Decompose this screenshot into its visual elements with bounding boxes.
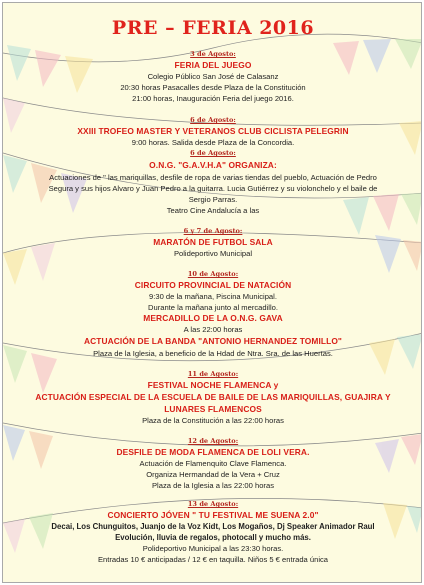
event-text: Actuaciones de " las mariquillas, desfile de ropa de varias tiendas del pueblo, Actuación de Pedro (49, 173, 377, 182)
event-date: 13 de Agosto: (187, 500, 239, 508)
event-date: 3 de Agosto: (190, 50, 236, 58)
event-date: 12 de Agosto: (187, 437, 239, 445)
event-text: Entradas 10 € anticipadas / 12 € en taquilla. Niños 5 € entrada única (97, 555, 329, 564)
event-text: Polideportivo Municipal (173, 249, 253, 258)
event-text: Evolución, lluvia de regalos, photocall y mucho más. (115, 533, 311, 542)
event-heading: FESTIVAL NOCHE FLAMENCA y (147, 380, 279, 390)
event-text: Sergio Parras. (188, 195, 238, 204)
event-date: 10 de Agosto: (187, 270, 239, 278)
poster-content (3, 3, 422, 583)
event-heading: LUNARES FLAMENCOS (164, 404, 262, 414)
event-text: Decai, Los Chunguitos, Juanjo de la Voz Kidt, Los Mogaños, Dj Speaker Animador Raul (51, 522, 375, 531)
event-text: 9:30 de la mañana, Piscina Municipal. (149, 292, 277, 301)
event-text: Durante la mañana junto al mercadillo. (147, 303, 278, 312)
event-text: Teatro Cine Andalucía a las (166, 206, 260, 215)
event-heading: FERIA DEL JUEGO (174, 60, 252, 70)
event-text: Segura y sus hijos Alvaro y Juan Pedro a la guitarra. Lucia Gutiérrez y su violonchelo y el baile de (48, 184, 378, 193)
event-text: A las 22:00 horas (183, 325, 243, 334)
event-text: Plaza de la Iglesia a las 22:00 horas (151, 481, 274, 490)
event-heading: CONCIERTO JÓVEN " TU FESTIVAL ME SUENA 2.0" (107, 510, 319, 520)
event-date: 11 de Agosto: (187, 370, 239, 378)
event-heading: DESFILE DE MODA FLAMENCA DE LOLI VERA. (116, 447, 310, 457)
event-text: 9:00 horas. Salida desde Plaza de la Concordia. (131, 138, 295, 147)
event-text: 21:00 horas, Inauguración Feria del juego 2016. (132, 94, 294, 103)
event-date: 6 y 7 de Agosto: (183, 227, 243, 235)
poster-title: PRE – FERIA 2016 (111, 17, 315, 39)
event-text: Plaza de la Constitución a las 22:00 horas (142, 416, 284, 425)
event-text: Actuación de Flamenquito Clave Flamenca. (139, 459, 287, 468)
event-heading: CIRCUITO PROVINCIAL DE NATACIÓN (134, 280, 292, 290)
event-text: Polideportivo Municipal a las 23:30 horas. (142, 544, 284, 553)
event-heading: MERCADILLO DE LA O.N.G. GAVA (143, 313, 283, 323)
event-date: 6 de Agosto: (190, 116, 236, 124)
event-heading: ACTUACIÓN DE LA BANDA "ANTONIO HERNANDEZ TOMILLO" (83, 336, 343, 346)
event-text: Organiza Hermandad de la Vera + Cruz (146, 470, 280, 479)
event-text: Colegio Público San José de Calasanz (147, 72, 279, 81)
poster (2, 2, 422, 583)
event-text: 20:30 horas Pasacalles desde Plaza de la Constitución (120, 83, 306, 92)
event-heading: MARATÓN DE FUTBOL SALA (153, 237, 273, 247)
event-date: 6 de Agosto: (190, 149, 236, 157)
event-heading: ACTUACIÓN ESPECIAL DE LA ESCUELA DE BAILE DE LAS MARIQUILLAS, GUAJIRA Y (35, 392, 391, 402)
event-heading: XXIII TROFEO MASTER Y VETERANOS CLUB CICLISTA PELEGRIN (77, 126, 349, 136)
event-heading: O.N.G. "G.A.V.H.A" ORGANIZA: (149, 160, 277, 170)
event-text: Plaza de la Iglesia, a beneficio de la Hdad de Ntra. Sra. de las Huertas. (93, 349, 333, 358)
